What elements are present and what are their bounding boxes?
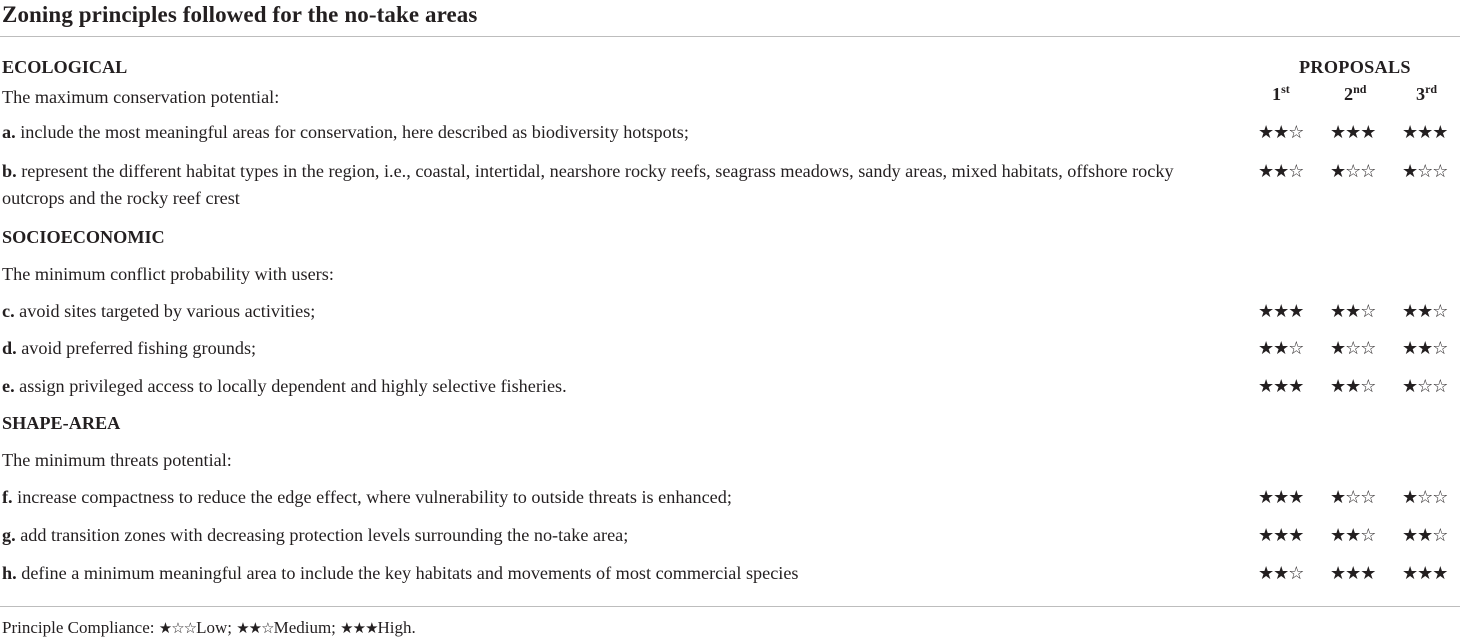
ratings-row-g — [1258, 522, 1460, 549]
rating-h-3: ★★★ — [1402, 563, 1448, 584]
top-rule — [0, 36, 1460, 37]
rating-g-2: ★★☆ — [1330, 525, 1376, 546]
rating-e-2: ★★☆ — [1330, 376, 1376, 397]
rating-e-1: ★★★ — [1258, 376, 1304, 397]
table-title: Zoning principles followed for the no-take areas — [2, 2, 478, 27]
table-row-g: g. add transition zones with decreasing protection levels surrounding the no-take area; — [2, 525, 629, 545]
section-subheading-socioeconomic: The minimum conflict probability with users: — [2, 264, 334, 284]
rating-c-2: ★★☆ — [1330, 301, 1376, 322]
proposal-col-2: 2nd — [1344, 81, 1367, 104]
rating-f-3: ★☆☆ — [1402, 487, 1448, 508]
section-subheading-ecological: The maximum conservation potential: — [2, 87, 280, 107]
section-subheading-shape-area: The minimum threats potential: — [2, 450, 232, 470]
rating-g-1: ★★★ — [1258, 525, 1304, 546]
table-row-f: f. increase compactness to reduce the edge effect, where vulnerability to outside threats is enhanced; — [2, 487, 732, 507]
ratings-row-a — [1258, 119, 1460, 146]
table-footnote: Principle Compliance: ★☆☆Low; ★★☆Medium; ★★★High. — [2, 618, 416, 637]
rating-d-3: ★★☆ — [1402, 338, 1448, 359]
rating-c-3: ★★☆ — [1402, 301, 1448, 322]
bottom-rule — [0, 606, 1460, 607]
rating-h-1: ★★☆ — [1258, 563, 1304, 584]
rating-b-2: ★☆☆ — [1330, 161, 1376, 182]
rating-c-1: ★★★ — [1258, 301, 1304, 322]
rating-f-1: ★★★ — [1258, 487, 1304, 508]
ratings-row-h — [1258, 560, 1460, 587]
ratings-row-d — [1258, 335, 1460, 362]
low-rating-glyph: ★☆☆ — [158, 619, 197, 637]
rating-b-1: ★★☆ — [1258, 161, 1304, 182]
rating-a-2: ★★★ — [1330, 122, 1376, 143]
table-row-a: a. include the most meaningful areas for conservation, here described as biodiversity hotspots; — [2, 122, 689, 142]
rating-d-1: ★★☆ — [1258, 338, 1304, 359]
section-heading-ecological: ECOLOGICAL — [2, 57, 128, 77]
table-row-e: e. assign privileged access to locally dependent and highly selective fisheries. — [2, 376, 567, 396]
rating-g-3: ★★☆ — [1402, 525, 1448, 546]
section-heading-shape-area: SHAPE-AREA — [2, 413, 121, 433]
medium-rating-glyph: ★★☆ — [236, 619, 274, 637]
ratings-row-e — [1258, 373, 1460, 400]
table-row-c: c. avoid sites targeted by various activities; — [2, 301, 316, 321]
rating-f-2: ★☆☆ — [1330, 487, 1376, 508]
ratings-row-f — [1258, 484, 1460, 511]
rating-a-1: ★★☆ — [1258, 122, 1304, 143]
proposals-header: PROPOSALS — [1299, 57, 1411, 77]
proposal-col-1: 1st — [1272, 81, 1290, 104]
ratings-row-b — [1258, 158, 1460, 185]
section-heading-socioeconomic: SOCIOECONOMIC — [2, 227, 165, 247]
rating-h-2: ★★★ — [1330, 563, 1376, 584]
rating-d-2: ★☆☆ — [1330, 338, 1376, 359]
table-row-d: d. avoid preferred fishing grounds; — [2, 338, 257, 358]
table-row-b: b. represent the different habitat types in the region, i.e., coastal, intertidal, nearshore rocky reefs, seagrass meadows, sandy areas, mixed habitats, offshore rocky outcrops and the rocky reef crest — [2, 161, 1174, 208]
high-rating-glyph: ★★★ — [340, 619, 378, 637]
rating-e-3: ★☆☆ — [1402, 376, 1448, 397]
table-row-h: h. define a minimum meaningful area to include the key habitats and movements of most commercial species — [2, 563, 799, 583]
proposal-columns — [1272, 81, 1460, 105]
ratings-row-c — [1258, 298, 1460, 325]
proposal-col-3: 3rd — [1416, 81, 1438, 104]
rating-b-3: ★☆☆ — [1402, 161, 1448, 182]
rating-a-3: ★★★ — [1402, 122, 1448, 143]
